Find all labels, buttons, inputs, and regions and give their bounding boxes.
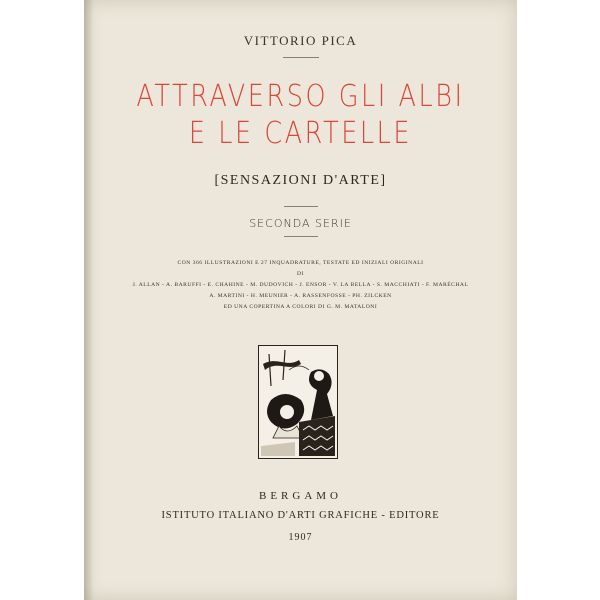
title-line-2: E LE CARTELLE xyxy=(188,116,413,151)
author-name: VITTORIO PICA xyxy=(243,33,358,48)
illustration-art xyxy=(259,346,337,458)
subtitle: [SENSAZIONI D'ARTE] xyxy=(214,173,387,188)
publication-year: 1907 xyxy=(288,532,313,543)
publisher-city: BERGAMO xyxy=(258,490,342,502)
publisher-name: ISTITUTO ITALIANO D'ARTI GRAFICHE - EDITORE xyxy=(161,510,440,521)
page-spine-shadow xyxy=(84,0,94,600)
divider-rule xyxy=(284,206,318,207)
divider-rule xyxy=(284,236,318,237)
credits-line: DI xyxy=(297,271,304,277)
title-page xyxy=(84,0,517,600)
credits-line: A. MARTINI - H. MEUNIER - A. RASSENFOSSE - PH. ZILCKEN xyxy=(209,293,392,299)
divider-rule xyxy=(283,57,319,58)
series-label: SECONDA SERIE xyxy=(249,217,352,230)
illustration-vignette xyxy=(258,345,338,459)
title-line-1: ATTRAVERSO GLI ALBI xyxy=(136,79,465,114)
credits-line: J. ALLAN - A. BARUFFI - E. CHAHINE - M. DUDOVICH - J. ENSOR - V. LA BELLA - S. MACCHIATI - F. MARÉCHAL xyxy=(132,282,469,288)
credits-line: CON 366 ILLUSTRAZIONI E 27 INQUADRATURE, TESTATE ED INIZIALI ORIGINALI xyxy=(177,260,424,266)
credits-line: ED UNA COPERTINA A COLORI DI G. M. MATALONI xyxy=(223,304,378,310)
